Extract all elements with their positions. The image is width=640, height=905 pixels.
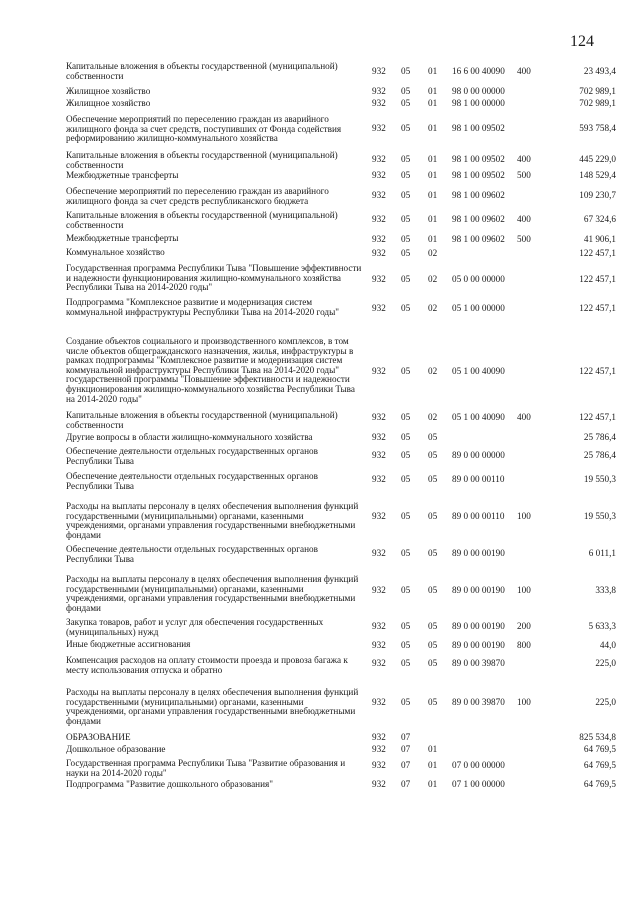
amount: 19 550,3 xyxy=(583,511,616,521)
amount: 64 769,5 xyxy=(583,744,616,754)
row-name: Расходы на выплаты персоналу в целях обеспечения выполнения функций государственными (муниципальными) органами, казенными учреждениями, органами управления государственными внебюджетными фондами xyxy=(66,687,359,726)
row-name: Обеспечение деятельности отдельных государственных органов Республики Тыва xyxy=(66,544,318,564)
row-name: Компенсация расходов на оплату стоимости проезда и провоза багажа к месту использования отпуска и обратно xyxy=(66,655,348,675)
target-article-code: 98 1 00 09502 xyxy=(452,123,505,133)
row-name: Иные бюджетные ассигнования xyxy=(66,639,191,649)
subsection-code: 02 xyxy=(428,274,438,284)
expense-type-code: 500 xyxy=(517,234,531,244)
amount: 41 906,1 xyxy=(583,234,616,244)
amount: 64 769,5 xyxy=(583,779,616,789)
section-code: 07 xyxy=(401,744,411,754)
amount: 67 324,6 xyxy=(583,214,616,224)
ministry-code: 932 xyxy=(372,98,386,108)
ministry-code: 932 xyxy=(372,779,386,789)
target-article-code: 89 0 00 00110 xyxy=(452,511,505,521)
section-code: 05 xyxy=(401,234,411,244)
ministry-code: 932 xyxy=(372,86,386,96)
ministry-code: 932 xyxy=(372,248,386,258)
section-code: 05 xyxy=(401,190,411,200)
subsection-code: 02 xyxy=(428,366,438,376)
ministry-code: 932 xyxy=(372,432,386,442)
amount: 122 457,1 xyxy=(579,274,616,284)
section-code: 05 xyxy=(401,366,411,376)
subsection-code: 01 xyxy=(428,744,438,754)
target-article-code: 98 1 00 09602 xyxy=(452,190,505,200)
subsection-code: 05 xyxy=(428,697,438,707)
target-article-code: 89 0 00 00190 xyxy=(452,585,505,595)
section-code: 05 xyxy=(401,548,411,558)
subsection-code: 05 xyxy=(428,548,438,558)
ministry-code: 932 xyxy=(372,658,386,668)
amount: 333,8 xyxy=(595,585,616,595)
subsection-code: 05 xyxy=(428,585,438,595)
subsection-code: 02 xyxy=(428,248,438,258)
ministry-code: 932 xyxy=(372,640,386,650)
ministry-code: 932 xyxy=(372,66,386,76)
ministry-code: 932 xyxy=(372,450,386,460)
row-name: Государственная программа Республики Тыва "Развитие образования и науки на 2014-2020 годы" xyxy=(66,758,346,778)
target-article-code: 98 1 00 09502 xyxy=(452,154,505,164)
amount: 122 457,1 xyxy=(579,303,616,313)
row-name: Жилищное хозяйство xyxy=(66,98,151,108)
expense-type-code: 200 xyxy=(517,621,531,631)
row-name: Государственная программа Республики Тыва "Повышение эффективности и надежности функционирования жилищно-коммунального хозяйства Республики Тыва на 2014-2020 годы" xyxy=(66,263,362,293)
section-code: 05 xyxy=(401,697,411,707)
subsection-code: 01 xyxy=(428,234,438,244)
expense-type-code: 100 xyxy=(517,697,531,707)
ministry-code: 932 xyxy=(372,170,386,180)
row-name: Обеспечение мероприятий по переселению граждан из аварийного жилищного фонда за счет средств, поступивших от Фонда содействия реформированию жилищно-коммунального хозяйства xyxy=(66,114,342,144)
section-code: 07 xyxy=(401,760,411,770)
target-article-code: 05 1 00 00000 xyxy=(452,303,505,313)
row-name: Создание объектов социального и производственного комплексов, в том числе объектов общегражданского назначения, жилья, инфраструктуры в рамках подпрограммы "Комплексное развитие и модернизация систем коммунальной инфраструктуры Республики Тыва на 2014-2020 годы" государственной программы "Повышение эффективности и надежности функционирования жилищно-коммунального хозяйства Республики Тыва на 2014-2020 годы" xyxy=(66,336,355,404)
section-code: 05 xyxy=(401,585,411,595)
ministry-code: 932 xyxy=(372,412,386,422)
target-article-code: 07 0 00 00000 xyxy=(452,760,505,770)
amount: 225,0 xyxy=(595,697,616,707)
target-article-code: 05 0 00 00000 xyxy=(452,274,505,284)
row-name: Обеспечение мероприятий по переселению граждан из аварийного жилищного фонда за счет средств республиканского бюджета xyxy=(66,186,329,206)
target-article-code: 89 0 00 39870 xyxy=(452,658,505,668)
row-name: Коммунальное хозяйство xyxy=(66,247,165,257)
subsection-code: 01 xyxy=(428,779,438,789)
amount: 25 786,4 xyxy=(583,450,616,460)
subsection-code: 02 xyxy=(428,412,438,422)
row-name: Подпрограмма "Развитие дошкольного образования" xyxy=(66,779,273,789)
section-code: 05 xyxy=(401,66,411,76)
section-code: 05 xyxy=(401,214,411,224)
section-code: 07 xyxy=(401,732,411,742)
row-name: Капитальные вложения в объекты государственной (муниципальной) собственности xyxy=(66,210,338,230)
amount: 5 633,3 xyxy=(588,621,616,631)
subsection-code: 01 xyxy=(428,190,438,200)
section-code: 05 xyxy=(401,303,411,313)
section-code: 05 xyxy=(401,154,411,164)
ministry-code: 932 xyxy=(372,274,386,284)
row-name: Обеспечение деятельности отдельных государственных органов Республики Тыва xyxy=(66,446,318,466)
ministry-code: 932 xyxy=(372,621,386,631)
expense-type-code: 100 xyxy=(517,511,531,521)
section-code: 05 xyxy=(401,450,411,460)
amount: 122 457,1 xyxy=(579,366,616,376)
ministry-code: 932 xyxy=(372,548,386,558)
subsection-code: 05 xyxy=(428,432,438,442)
target-article-code: 16 6 00 40090 xyxy=(452,66,505,76)
subsection-code: 05 xyxy=(428,621,438,631)
subsection-code: 01 xyxy=(428,170,438,180)
row-name: Капитальные вложения в объекты государственной (муниципальной) собственности xyxy=(66,150,338,170)
amount: 593 758,4 xyxy=(579,123,616,133)
amount: 122 457,1 xyxy=(579,248,616,258)
subsection-code: 01 xyxy=(428,214,438,224)
ministry-code: 932 xyxy=(372,303,386,313)
section-code: 05 xyxy=(401,98,411,108)
ministry-code: 932 xyxy=(372,154,386,164)
section-code: 05 xyxy=(401,658,411,668)
subsection-code: 01 xyxy=(428,154,438,164)
amount: 702 989,1 xyxy=(579,86,616,96)
expense-type-code: 800 xyxy=(517,640,531,650)
amount: 19 550,3 xyxy=(583,474,616,484)
target-article-code: 98 0 00 00000 xyxy=(452,86,505,96)
row-name: Межбюджетные трансферты xyxy=(66,233,179,243)
subsection-code: 01 xyxy=(428,66,438,76)
ministry-code: 932 xyxy=(372,511,386,521)
target-article-code: 98 1 00 09602 xyxy=(452,234,505,244)
target-article-code: 89 0 00 00110 xyxy=(452,474,505,484)
subsection-code: 02 xyxy=(428,303,438,313)
amount: 445 229,0 xyxy=(579,154,616,164)
section-code: 05 xyxy=(401,432,411,442)
ministry-code: 932 xyxy=(372,697,386,707)
expense-type-code: 400 xyxy=(517,66,531,76)
row-name: Капитальные вложения в объекты государственной (муниципальной) собственности xyxy=(66,61,338,81)
ministry-code: 932 xyxy=(372,474,386,484)
subsection-code: 05 xyxy=(428,640,438,650)
section-code: 05 xyxy=(401,86,411,96)
ministry-code: 932 xyxy=(372,585,386,595)
expense-type-code: 400 xyxy=(517,412,531,422)
ministry-code: 932 xyxy=(372,234,386,244)
expense-type-code: 500 xyxy=(517,170,531,180)
section-code: 05 xyxy=(401,248,411,258)
target-article-code: 89 0 00 00190 xyxy=(452,621,505,631)
expense-type-code: 400 xyxy=(517,154,531,164)
subsection-code: 05 xyxy=(428,658,438,668)
section-code: 05 xyxy=(401,621,411,631)
target-article-code: 89 0 00 00190 xyxy=(452,548,505,558)
amount: 44,0 xyxy=(599,640,616,650)
row-name: Обеспечение деятельности отдельных государственных органов Республики Тыва xyxy=(66,471,318,491)
row-name: Закупка товаров, работ и услуг для обеспечения государственных (муниципальных) нужд xyxy=(66,617,324,637)
amount: 109 230,7 xyxy=(579,190,616,200)
amount: 825 534,8 xyxy=(579,732,616,742)
subsection-code: 01 xyxy=(428,123,438,133)
row-name: ОБРАЗОВАНИЕ xyxy=(66,732,131,742)
expense-type-code: 100 xyxy=(517,585,531,595)
subsection-code: 05 xyxy=(428,474,438,484)
subsection-code: 01 xyxy=(428,98,438,108)
ministry-code: 932 xyxy=(372,732,386,742)
section-code: 05 xyxy=(401,474,411,484)
subsection-code: 05 xyxy=(428,450,438,460)
ministry-code: 932 xyxy=(372,366,386,376)
section-code: 05 xyxy=(401,274,411,284)
row-name: Дошкольное образование xyxy=(66,744,166,754)
target-article-code: 98 1 00 00000 xyxy=(452,98,505,108)
row-name: Жилищное хозяйство xyxy=(66,86,151,96)
section-code: 05 xyxy=(401,170,411,180)
ministry-code: 932 xyxy=(372,214,386,224)
row-name: Другие вопросы в области жилищно-коммунального хозяйства xyxy=(66,432,313,442)
amount: 23 493,4 xyxy=(583,66,616,76)
section-code: 05 xyxy=(401,412,411,422)
row-name: Межбюджетные трансферты xyxy=(66,170,179,180)
target-article-code: 07 1 00 00000 xyxy=(452,779,505,789)
amount: 122 457,1 xyxy=(579,412,616,422)
section-code: 05 xyxy=(401,123,411,133)
expense-type-code: 400 xyxy=(517,214,531,224)
amount: 225,0 xyxy=(595,658,616,668)
amount: 25 786,4 xyxy=(583,432,616,442)
section-code: 05 xyxy=(401,511,411,521)
target-article-code: 98 1 00 09602 xyxy=(452,214,505,224)
page-number: 124 xyxy=(570,33,594,50)
target-article-code: 89 0 00 00000 xyxy=(452,450,505,460)
row-name: Капитальные вложения в объекты государственной (муниципальной) собственности xyxy=(66,410,338,430)
section-code: 07 xyxy=(401,779,411,789)
amount: 148 529,4 xyxy=(579,170,616,180)
target-article-code: 89 0 00 00190 xyxy=(452,640,505,650)
ministry-code: 932 xyxy=(372,123,386,133)
subsection-code: 01 xyxy=(428,760,438,770)
row-name: Подпрограмма "Комплексное развитие и модернизация систем коммунальной инфраструктуры Республики Тыва на 2014-2020 годы" xyxy=(66,297,340,317)
row-name: Расходы на выплаты персоналу в целях обеспечения выполнения функций государственными (муниципальными) органами, казенными учреждениями, органами управления государственными внебюджетными фондами xyxy=(66,574,359,613)
target-article-code: 89 0 00 39870 xyxy=(452,697,505,707)
row-name: Расходы на выплаты персоналу в целях обеспечения выполнения функций государственными (муниципальными) органами, казенными учреждениями, органами управления государственными внебюджетными фондами xyxy=(66,501,359,540)
amount: 6 011,1 xyxy=(588,548,616,558)
target-article-code: 05 1 00 40090 xyxy=(452,412,505,422)
target-article-code: 98 1 00 09502 xyxy=(452,170,505,180)
target-article-code: 05 1 00 40090 xyxy=(452,366,505,376)
ministry-code: 932 xyxy=(372,190,386,200)
amount: 64 769,5 xyxy=(583,760,616,770)
amount: 702 989,1 xyxy=(579,98,616,108)
ministry-code: 932 xyxy=(372,760,386,770)
ministry-code: 932 xyxy=(372,744,386,754)
subsection-code: 05 xyxy=(428,511,438,521)
subsection-code: 01 xyxy=(428,86,438,96)
section-code: 05 xyxy=(401,640,411,650)
